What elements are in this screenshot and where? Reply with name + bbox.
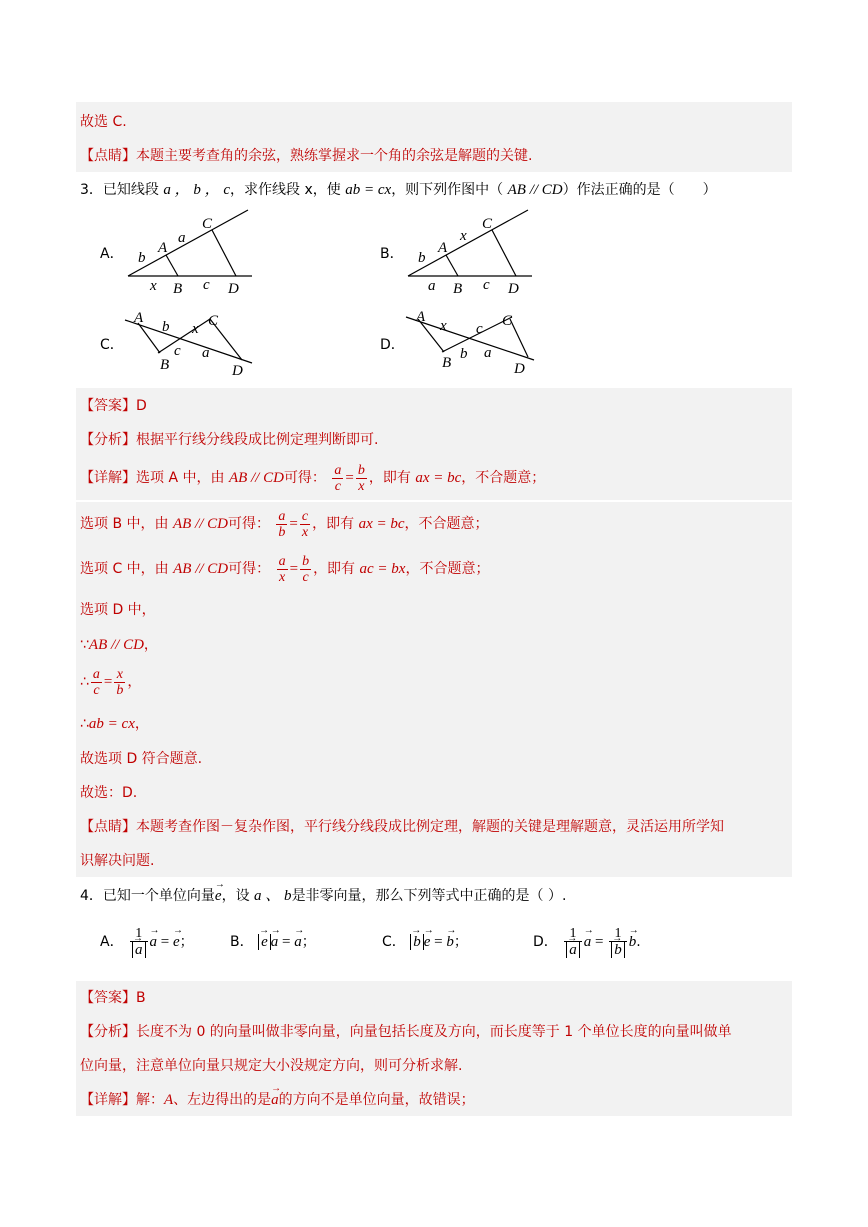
- seg-label: a: [428, 278, 436, 294]
- seg-label: b: [460, 346, 468, 362]
- q3-stem: 3．已知线段 a ， b ， c，求作线段 x，使 ab = cx，则下列作图中（ AB // CD）作法正确的是（ ）: [80, 182, 717, 198]
- q3-option-b-label: B．: [380, 246, 404, 262]
- q3-analysis: 【分析】根据平行线分线段成比例定理判断即可.: [80, 432, 379, 448]
- choose-c: 故选 C.: [80, 114, 127, 130]
- q3-figure-d: [400, 305, 540, 385]
- point-a: A: [416, 309, 426, 325]
- q4-option-d: D． 1 → a → a = 1 → b → b.: [533, 922, 641, 962]
- q4-stem: 4．已知一个单位向量→ e，设 a 、 b是非零向量，那么下列等式中正确的是（ ）.: [80, 886, 566, 906]
- point-b: B: [173, 281, 183, 297]
- point-d: D: [232, 363, 243, 379]
- q3-option-c-label: C．: [100, 337, 124, 353]
- point-line-top: 【点睛】本题主要考查角的余弦，熟练掌握求一个角的余弦是解题的关键.: [80, 148, 533, 164]
- q3-choose: 故选：D.: [80, 785, 138, 801]
- point-b: B: [160, 357, 170, 373]
- q3-figure-c: [120, 305, 260, 385]
- q3-detail-a: 【详解】选项 A 中，由 AB // CD可得： $\frac{a}{c}$ = $\frac{b}{x}$ ，即有 ax = bc，不合题意；: [80, 462, 546, 494]
- seg-label: a: [484, 345, 492, 361]
- q3-option-d-label: D．: [380, 337, 405, 353]
- q3-detail-b: 选项 B 中，由 AB // CD可得： $\frac{a}{b}$ = $\frac{c}{x}$ ，即有 ax = bc，不合题意；: [80, 508, 489, 540]
- seg-label: c: [476, 321, 483, 337]
- q4-option-a: A． 1 → a → a = → e；: [100, 922, 194, 962]
- q3-figure-b: [400, 200, 540, 300]
- q3-figure-a: [120, 200, 260, 300]
- q3-detail-d-conclude: 故选项 D 符合题意.: [80, 751, 203, 767]
- point-b: B: [442, 355, 452, 371]
- seg-label: b: [138, 250, 146, 266]
- seg-label: a: [178, 230, 186, 246]
- q4-option-b: B． → e→ a = → a；: [230, 922, 316, 962]
- point-d: D: [514, 361, 525, 377]
- q3-detail-d-therefore2: ∴ab = cx，: [80, 716, 149, 732]
- q4-analysis-line1: 【分析】长度不为 0 的向量叫做非零向量，向量包括长度及方向，而长度等于 1 个单位长度的向量叫做单: [80, 1024, 732, 1040]
- q4-answer: 【答案】B: [80, 990, 146, 1006]
- q3-detail-d-because: ∵AB // CD，: [80, 637, 158, 653]
- q3-point-line1: 【点睛】本题考查作图－复杂作图，平行线分线段成比例定理，解题的关键是理解题意，灵活运用所学知: [80, 819, 724, 835]
- point-a: A: [134, 310, 144, 326]
- seg-label: c: [174, 343, 181, 359]
- seg-label: a: [202, 345, 210, 361]
- point-c: C: [482, 216, 493, 232]
- q3-option-a-label: A．: [100, 246, 124, 262]
- q3-detail-d-therefore: ∴ $\frac{a}{c}$ = $\frac{x}{b}$ ，: [80, 666, 142, 698]
- q3-detail-d-head: 选项 D 中，: [80, 602, 156, 618]
- point-c: C: [202, 216, 213, 232]
- point-c: C: [208, 313, 219, 329]
- q4-option-c: C． → b→ e = → b；: [382, 922, 468, 962]
- seg-label: c: [203, 277, 210, 293]
- point-d: D: [508, 281, 519, 297]
- point-c: C: [502, 313, 513, 329]
- seg-label: x: [150, 278, 157, 294]
- point-b: B: [453, 281, 463, 297]
- point-d: D: [228, 281, 239, 297]
- point-a: A: [158, 240, 168, 256]
- seg-label: b: [162, 319, 170, 335]
- point-a: A: [438, 240, 448, 256]
- seg-label: x: [192, 321, 199, 337]
- q4-detail: 【详解】解：A、左边得出的是→ a的方向不是单位向量，故错误；: [80, 1090, 475, 1110]
- q3-answer: 【答案】D: [80, 398, 147, 414]
- q4-analysis-line2: 位向量，注意单位向量只规定大小没规定方向，则可分析求解.: [80, 1058, 463, 1074]
- seg-label: b: [418, 250, 426, 266]
- seg-label: c: [483, 277, 490, 293]
- seg-label: x: [460, 228, 467, 244]
- seg-label: x: [440, 318, 447, 334]
- q3-point-line2: 识解决问题.: [80, 853, 155, 869]
- q3-detail-c: 选项 C 中，由 AB // CD可得： $\frac{a}{x}$ = $\frac{b}{c}$ ，即有 ac = bx，不合题意；: [80, 553, 490, 585]
